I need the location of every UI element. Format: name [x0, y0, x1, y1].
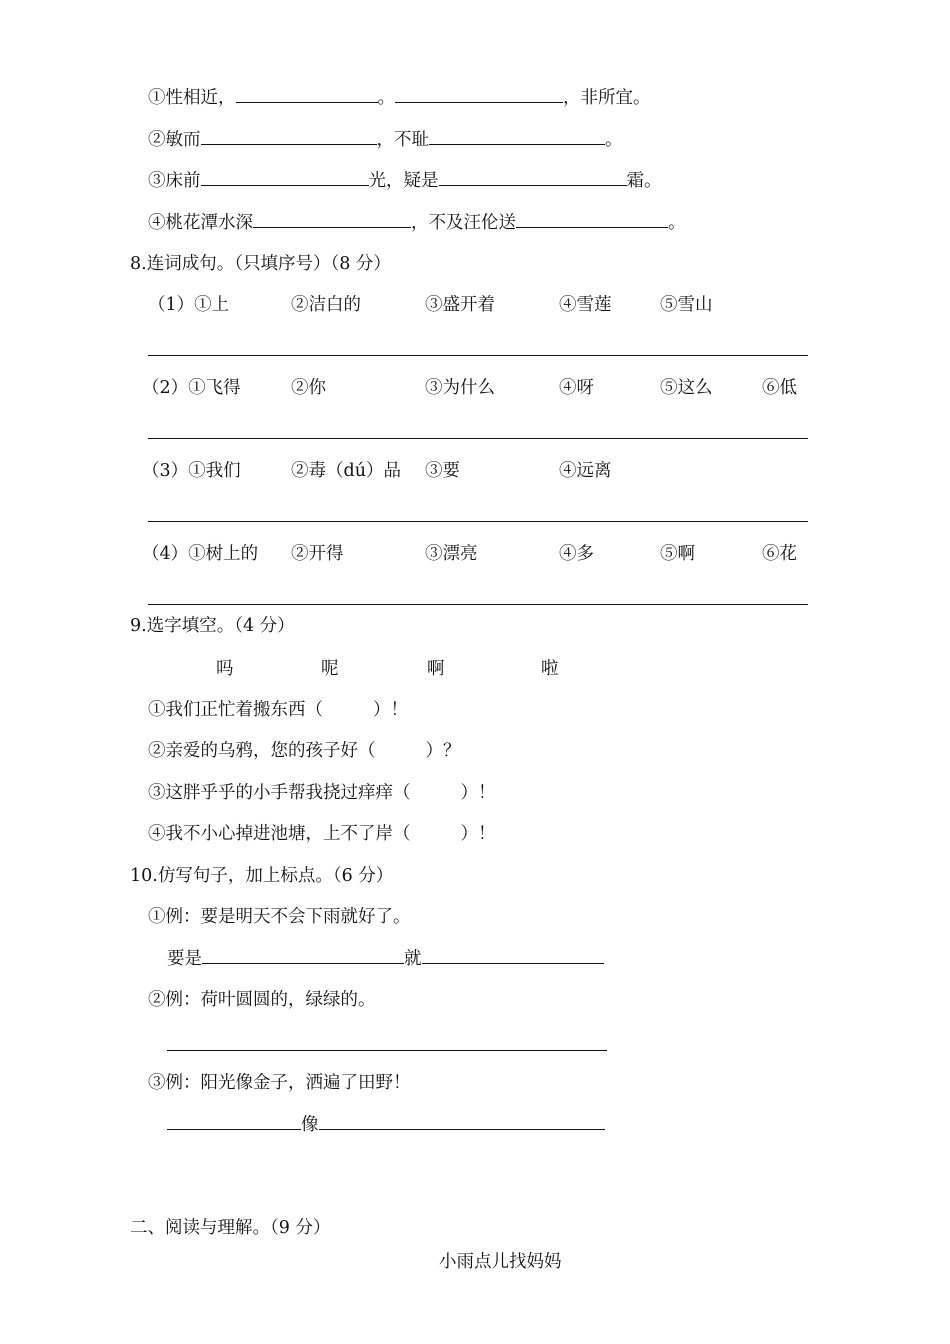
blank[interactable]: [439, 169, 627, 186]
q8-word: ④雪莲: [559, 295, 612, 315]
q9-title: 9.选字填空。（4 分）: [130, 616, 295, 636]
answer-line[interactable]: [148, 438, 808, 439]
q10-example-3: ③例：阳光像金子，洒遍了田野！: [148, 1073, 411, 1093]
q9-item-1: ①我们正忙着搬东西（ ）！: [148, 700, 408, 720]
q8-word: ④远离: [559, 461, 612, 481]
q9-item-2: ②亲爱的乌鸦，您的孩子好（ ）？: [148, 741, 461, 761]
q10-example-1: ①例：要是明天不会下雨就好了。: [148, 907, 411, 927]
q7-line-2: ②敏而 ，不耻 。: [148, 130, 623, 150]
q7-line-3: ③床前 光，疑是 霜。: [148, 171, 662, 191]
q9-item-4: ④我不小心掉进池塘，上不了岸（ ）！: [148, 824, 496, 844]
q8-word: ②毒（dú）品: [291, 461, 401, 481]
q7-line-4: ④桃花潭水深 ，不及汪伦送 。: [148, 213, 686, 233]
q8-word: ②你: [291, 378, 326, 398]
q8-word: ⑥花: [762, 544, 797, 564]
blank[interactable]: [319, 1113, 605, 1130]
q8-word: ②开得: [291, 544, 344, 564]
blank[interactable]: [167, 1113, 301, 1130]
q8-word: ③为什么: [425, 378, 495, 398]
answer-line[interactable]: [148, 355, 808, 356]
blank[interactable]: [202, 947, 404, 964]
q9-item-3: ③这胖乎乎的小手帮我挠过痒痒（ ）！: [148, 783, 496, 803]
q8-word: ③要: [425, 461, 460, 481]
answer-line[interactable]: [148, 521, 808, 522]
q9-option: 吗: [216, 659, 234, 679]
blank[interactable]: [201, 169, 369, 186]
q8-word: ⑤啊: [660, 544, 695, 564]
q9-option: 呢: [321, 659, 339, 679]
blank[interactable]: [422, 947, 604, 964]
q8-word: ④呀: [559, 378, 594, 398]
q10-title: 10.仿写句子，加上标点。（6 分）: [130, 866, 394, 886]
q8-word: ⑤这么: [660, 378, 713, 398]
q10-answer-3: 像: [167, 1113, 605, 1137]
q8-word: ③漂亮: [425, 544, 478, 564]
blank[interactable]: [516, 211, 668, 228]
q8-row1-label: （1）①上: [148, 295, 230, 315]
section2-title: 二、阅读与理解。（9 分）: [130, 1218, 331, 1238]
q9-option: 啦: [541, 659, 559, 679]
q8-row2-label: （2）①飞得: [142, 378, 241, 398]
q8-word: ⑥低: [762, 378, 797, 398]
answer-line[interactable]: [167, 1050, 607, 1051]
passage-title: 小雨点儿找妈妈: [439, 1252, 562, 1272]
q9-option: 啊: [427, 659, 445, 679]
q8-word: ③盛开着: [425, 295, 495, 315]
q7-line-1: ①性相近， 。 ，非所宜。: [148, 88, 651, 108]
q8-row4-label: （4）①树上的: [142, 544, 259, 564]
blank[interactable]: [201, 128, 377, 145]
q8-word: ⑤雪山: [660, 295, 713, 315]
q8-word: ④多: [559, 544, 594, 564]
answer-line[interactable]: [148, 604, 808, 605]
blank[interactable]: [253, 211, 411, 228]
q8-word: ②洁白的: [291, 295, 361, 315]
q10-answer-1: 要是 就: [167, 947, 604, 971]
q8-title: 8.连词成句。（只填序号）（8 分）: [130, 254, 391, 274]
q8-row3-label: （3）①我们: [142, 461, 241, 481]
q10-example-2: ②例：荷叶圆圆的，绿绿的。: [148, 990, 376, 1010]
blank[interactable]: [429, 128, 605, 145]
blank[interactable]: [236, 86, 378, 103]
blank[interactable]: [395, 86, 563, 103]
